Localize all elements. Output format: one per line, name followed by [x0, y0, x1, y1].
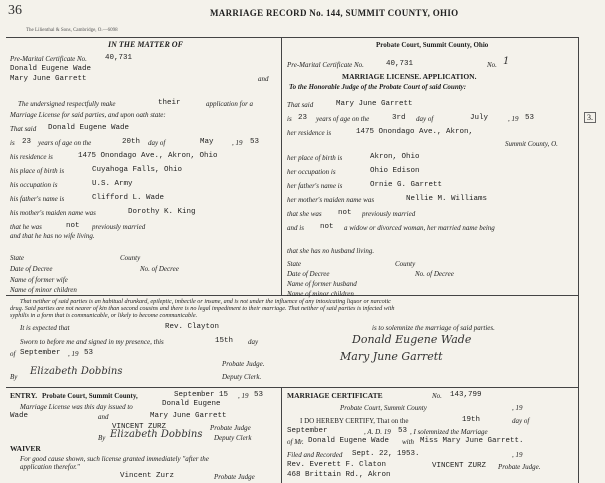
clerk-signature: Elizabeth Dobbins [30, 366, 123, 377]
page-number: 36 [8, 3, 22, 18]
entry-issued-label: Marriage License was this day issued to [20, 403, 133, 411]
bride-birthplace: Akron, Ohio [370, 153, 420, 161]
right-birthplace-label: her place of birth is [287, 154, 343, 162]
center-divider [281, 37, 282, 295]
oath-deputy-clerk: Deputy Clerk. [222, 373, 262, 381]
record-title: MARRIAGE RECORD No. 144, SUMMIT COUNTY, OHIO [210, 8, 459, 18]
expected-label: It is expected that [20, 324, 70, 332]
marriage-month: September [287, 427, 328, 435]
left-heading: IN THE MATTER OF [108, 40, 183, 49]
filed-date: Sept. 22, 1953. [352, 450, 420, 458]
apply-text-b: application for a [206, 100, 254, 108]
certify-of-mr: of Mr. [287, 438, 304, 446]
right-married-a: that she was [287, 210, 322, 218]
day-of-label: day of [148, 139, 166, 147]
bride-residence: 1475 Onondago Ave., Akron, [356, 128, 474, 136]
entry-court: Probate Court, Summit County, [42, 392, 138, 400]
certify-with: with [402, 438, 415, 446]
entry-clerk-signature: Elizabeth Dobbins [110, 429, 203, 440]
apply-make-value: their [158, 99, 181, 107]
groom-birthplace: Cuyahoga Falls, Ohio [92, 166, 183, 174]
right-no-husband: that she has no husband living. [287, 247, 375, 255]
entry-deputy-clerk: Deputy Clerk [214, 434, 252, 442]
entry-by: By [98, 434, 106, 442]
former-wife-label: Name of former wife [10, 276, 68, 284]
and-label: and [258, 75, 269, 83]
bride-birth-day: 3rd [392, 114, 406, 122]
entry-groom: Donald Eugene [162, 400, 221, 408]
entry-label: ENTRY. [10, 391, 38, 400]
right-county-label: County [395, 260, 416, 268]
age-years-label: years of age on the [38, 139, 92, 147]
lower-rule [6, 387, 578, 388]
right-state-label: State [287, 260, 301, 268]
certificate-no-label: No. [432, 392, 442, 400]
residence-label: his residence is [10, 153, 53, 161]
father-label: his father's name is [10, 195, 65, 203]
groom-residence: 1475 Onondago Ave., Akron, Ohio [78, 152, 218, 160]
printer-imprint: The Lilienthal & Sons, Cambridge, O.—6098 [26, 28, 118, 33]
certificate-officiant: Rev. Everett F. Claton [287, 461, 387, 469]
oath-text-2: drug. Said parties are not nearer of kin than second cousins and there is no legal impediment to their marriage. That neither of said parties is infected with [10, 305, 395, 312]
left-cert-number: 40,731 [105, 54, 133, 62]
sworn-month: September [20, 349, 61, 357]
groom-not-married: not [66, 222, 80, 230]
right-no-decree-label: No. of Decree [415, 270, 454, 278]
sworn-of: of [10, 350, 16, 358]
right-heading: MARRIAGE LICENSE. APPLICATION. [342, 72, 477, 81]
birthplace-label: his place of birth is [10, 167, 65, 175]
certify-solemnized: , I solemnized the Marriage [410, 428, 488, 436]
left-county-label: County [120, 254, 141, 262]
mother-label: his mother's maiden name was [10, 209, 96, 217]
bride-name-heading: Mary June Garrett [10, 75, 87, 83]
sworn-day: 15th [215, 337, 234, 345]
no-wife-label: and that he has no wife living. [10, 232, 95, 240]
bride-age: 23 [298, 114, 308, 122]
that-said-label: That said [10, 125, 37, 133]
oath-by: By [10, 373, 18, 381]
right-mother-label: her mother's maiden name was [287, 196, 375, 204]
right-cert-number: 40,731 [386, 60, 414, 68]
certificate-court: Probate Court, Summit County [340, 404, 427, 412]
marriage-year: 53 [398, 427, 408, 435]
certificate-label: MARRIAGE CERTIFICATE [287, 391, 383, 400]
groom-name-heading: Donald Eugene Wade [10, 65, 92, 73]
sworn-label: Sworn to before me and signed in my presence, this [20, 338, 164, 346]
entry-date: September 15 [174, 391, 229, 399]
groom-mother: Dorothy K. King [128, 208, 196, 216]
apply-text-a: The undersigned respectfully make [18, 100, 116, 108]
right-border [578, 37, 579, 483]
groom-name: Donald Eugene Wade [48, 124, 130, 132]
right-court: Probate Court, Summit County, Ohio [376, 41, 489, 49]
bride-name: Mary June Garrett [336, 100, 413, 108]
entry-probate-judge: Probate Judge [210, 424, 251, 432]
groom-birth-day: 20th [122, 138, 141, 146]
groom-age: 23 [22, 138, 32, 146]
filed-label: Filed and Recorded [287, 451, 343, 459]
right-occupation-label: her occupation is [287, 168, 336, 176]
certificate-judge: VINCENT ZURZ [432, 462, 487, 470]
oath-text-3: syphilis in a form that is communicable, or likely to become communicable. [10, 312, 198, 319]
sworn-day-word: day [248, 338, 259, 346]
certificate-yr19: , 19 [512, 404, 523, 412]
officiant-address: 468 Brittain Rd., Akron [287, 471, 391, 479]
left-no-decree-label: No. of Decree [140, 265, 179, 273]
right-minor-children-label: Name of minor children [287, 290, 354, 298]
right-residence-label: her residence is [287, 129, 332, 137]
bride-birth-month: July [470, 114, 489, 122]
groom-occupation: U.S. Army [92, 180, 133, 188]
certificate-number: 143,799 [450, 391, 482, 399]
entry-and: and [98, 413, 109, 421]
bride-not-widow: not [320, 223, 334, 231]
certificate-groom: Donald Eugene Wade [308, 437, 390, 445]
groom-father: Clifford L. Wade [92, 194, 165, 202]
apply-text-2: Marriage License for said parties, and upon oath state: [10, 111, 166, 119]
right-age-years: years of age on the [316, 115, 370, 123]
sworn-year: 53 [84, 349, 94, 357]
right-date-decree-label: Date of Decree [287, 270, 330, 278]
entry-bride: Mary June Garrett [150, 412, 227, 420]
oath-probate-judge: Probate Judge. [222, 360, 265, 368]
bride-not-married: not [338, 209, 352, 217]
occupation-label: his occupation is [10, 181, 58, 189]
bride-birth-year: 53 [525, 114, 535, 122]
entry-year: 53 [254, 391, 264, 399]
groom-signature: Donald Eugene Wade [352, 333, 472, 346]
oath-text-1: That neither of said parties is an habitual drunkard, epileptic, imbecile or insane, and is not under the influence of any intoxicating liquor or narcotic [20, 298, 391, 305]
left-minor-children-label: Name of minor children [10, 286, 77, 294]
side-number: 3. [584, 112, 596, 123]
bride-occupation: Ohio Edison [370, 167, 420, 175]
waiver-text-1: For good cause shown, such license granted immediately "after the [20, 455, 209, 463]
right-married-b: previously married [362, 210, 416, 218]
right-father-label: her father's name is [287, 182, 343, 190]
left-cert-label: Pre-Marital Certificate No. [10, 55, 87, 63]
right-cert-label: Pre-Marital Certificate No. [287, 61, 364, 69]
right-age-is: is [287, 115, 292, 123]
year-prefix: , 19 [232, 139, 243, 147]
age-is-label: is [10, 139, 15, 147]
groom-birth-month: May [200, 138, 214, 146]
waiver-judge: Vincent Zurz [120, 472, 175, 480]
left-date-decree-label: Date of Decree [10, 265, 53, 273]
groom-birth-year: 53 [250, 138, 260, 146]
right-year-prefix: , 19 [508, 115, 519, 123]
married-label-a: that he was [10, 223, 42, 231]
certify-day-of: day of [512, 417, 530, 425]
right-no-label: No. [487, 61, 497, 69]
entry-judge: VINCENT ZURZ [112, 423, 167, 431]
sworn-year-prefix: , 19 [68, 350, 79, 358]
officiant-name: Rev. Clayton [165, 323, 220, 331]
marriage-day: 19th [462, 416, 481, 424]
waiver-text-2: application therefor." [20, 463, 80, 471]
waiver-probate-judge: Probate Judge [214, 473, 255, 481]
left-state-label: State [10, 254, 24, 262]
bride-father: Ornie G. Garrett [370, 181, 443, 189]
right-widow-a: and is [287, 224, 304, 232]
right-summit-county: Summit County, O. [505, 140, 558, 148]
entry-groom-surname: Wade [10, 412, 29, 420]
certify-ad-prefix: , A. D. 19 [364, 428, 391, 436]
solemnize-label: is to solemnize the marriage of said parties. [372, 324, 495, 332]
waiver-label: WAIVER [10, 444, 41, 453]
certificate-bride: Miss Mary June Garrett. [420, 437, 524, 445]
former-husband-label: Name of former husband [287, 280, 357, 288]
top-rule [6, 37, 578, 38]
right-widow-b: a widow or divorced woman, her married name being [344, 224, 495, 232]
right-subheading: To the Honorable Judge of the Probate Court of said County: [289, 83, 467, 91]
married-label-b: previously married [92, 223, 146, 231]
entry-yr-prefix: , 19 [238, 392, 249, 400]
certificate-probate-judge: Probate Judge. [498, 463, 541, 471]
filed-yr19: , 19 [512, 451, 523, 459]
certify-text-a: I DO HEREBY CERTIFY, That on the [300, 417, 409, 425]
lower-divider [281, 387, 282, 483]
right-day-of: day of [416, 115, 434, 123]
bride-signature: Mary June Garrett [340, 350, 443, 363]
bride-mother: Nellie M. Williams [406, 195, 488, 203]
right-that-said: That said [287, 101, 314, 109]
right-no-value: 1 [503, 56, 510, 67]
